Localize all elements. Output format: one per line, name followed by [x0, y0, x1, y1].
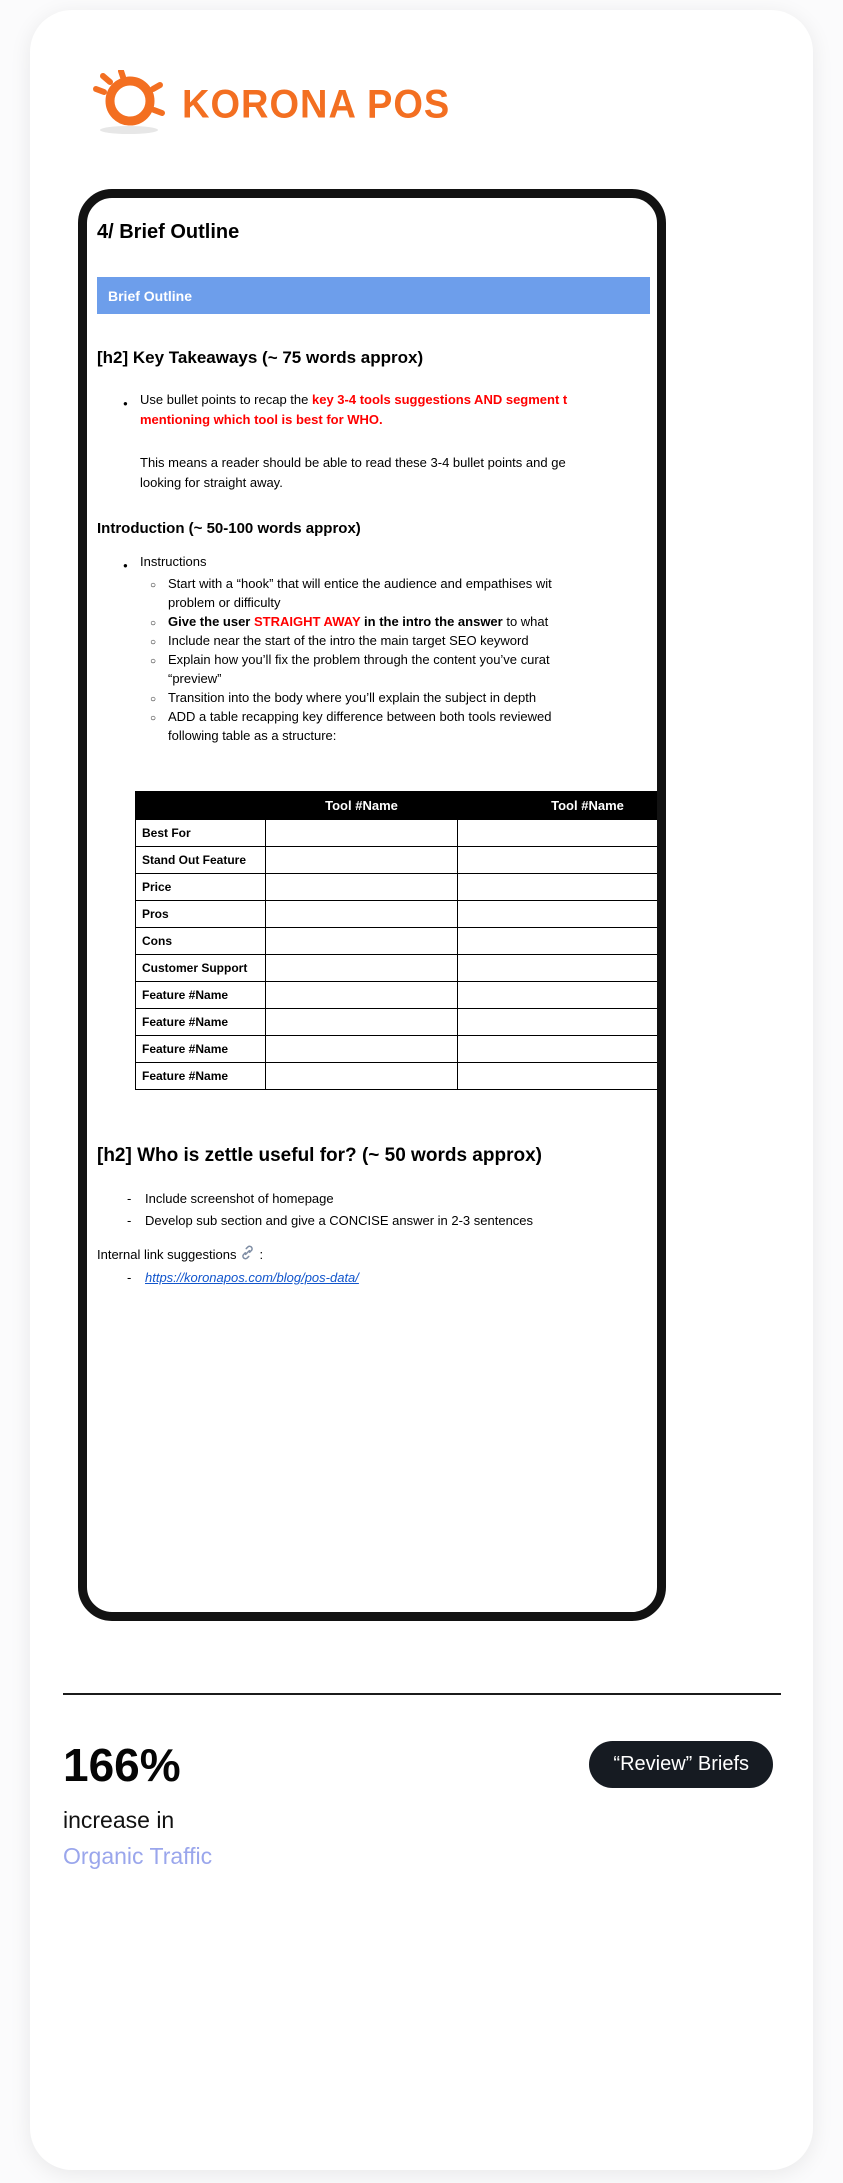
list-item — [87, 612, 657, 631]
bullet-line-1 — [140, 390, 657, 410]
bullet-red-text: key 3-4 tools suggestions AND segment t — [312, 392, 568, 407]
paragraph-line: looking for straight away. — [140, 475, 283, 490]
empty-cell — [266, 901, 458, 928]
brief-outline-banner — [97, 277, 650, 314]
stats-row — [63, 1739, 773, 1792]
table-row — [136, 1063, 658, 1090]
key-takeaways-heading: [h2] Key Takeaways (~ 75 words approx) — [97, 348, 424, 367]
normal-text: to what — [502, 614, 549, 629]
row-label: Best For — [136, 820, 266, 847]
introduction-heading: Introduction (~ 50-100 words approx) — [97, 520, 361, 537]
list-item — [87, 1210, 657, 1232]
empty-cell — [458, 901, 658, 928]
list-item — [87, 1188, 657, 1210]
key-takeaways-bullet — [87, 390, 657, 430]
paragraph-line: This means a reader should be able to read these 3-4 bullet points and ge — [140, 455, 566, 470]
instructions-bullet — [87, 552, 657, 571]
empty-cell — [266, 847, 458, 874]
list-item — [87, 650, 657, 688]
divider — [63, 1693, 781, 1695]
row-label: Feature #Name — [136, 1063, 266, 1090]
internal-link-label: Internal link suggestions — [97, 1246, 237, 1262]
key-takeaways-paragraph — [140, 453, 657, 493]
stat-caption-increase: increase in — [63, 1806, 175, 1833]
internal-link-item — [87, 1268, 657, 1288]
stat-percent: 166% — [63, 1739, 181, 1791]
row-label: Cons — [136, 928, 266, 955]
empty-cell — [266, 1063, 458, 1090]
bullet-line-2: mentioning which tool is best for WHO. — [140, 412, 383, 427]
table-corner-cell — [136, 792, 266, 820]
list-item-line: ○ Explain how you’ll fix the problem through the content you’ve curat — [168, 652, 550, 667]
list-item — [87, 707, 657, 745]
row-label: Pros — [136, 901, 266, 928]
doc-title: 4/ Brief Outline — [97, 221, 240, 243]
internal-link[interactable]: https://koronapos.com/blog/pos-data/ — [145, 1270, 359, 1285]
who-list — [87, 1188, 657, 1232]
brief-document-frame — [78, 189, 666, 1621]
brief-document — [87, 198, 657, 1612]
list-item-line: ○ Transition into the body where you’ll explain the subject in depth — [168, 690, 537, 705]
list-item-line: problem or difficulty — [168, 595, 281, 610]
instructions-label: ● Instructions — [140, 554, 207, 569]
brand-name: KORONA POS — [182, 82, 451, 128]
empty-cell — [458, 820, 658, 847]
table-header-tool-2: Tool #Name — [458, 792, 658, 820]
table-row — [136, 1009, 658, 1036]
link-icon — [240, 1245, 255, 1263]
row-label: Feature #Name — [136, 1009, 266, 1036]
empty-cell — [458, 928, 658, 955]
empty-cell — [458, 955, 658, 982]
row-label: Feature #Name — [136, 982, 266, 1009]
empty-cell — [458, 1036, 658, 1063]
red-bold-text: STRAIGHT AWAY — [253, 614, 361, 629]
empty-cell — [266, 874, 458, 901]
table-row — [136, 820, 658, 847]
row-label: Feature #Name — [136, 1036, 266, 1063]
table-row — [136, 928, 658, 955]
bold-text: in the intro the answer — [360, 614, 503, 629]
colon-text: : — [259, 1246, 264, 1262]
list-item-line: ○ Start with a “hook” that will entice the audience and empathises wit — [168, 576, 552, 591]
empty-cell — [458, 1063, 658, 1090]
brand-header — [30, 10, 813, 141]
list-item — [87, 688, 657, 707]
table-row — [136, 874, 658, 901]
list-item-line: ○ ADD a table recapping key difference between both tools reviewed — [168, 709, 552, 724]
empty-cell — [458, 982, 658, 1009]
list-item-line — [168, 612, 657, 631]
bullet-normal-text: Use bullet points to recap the — [140, 392, 312, 407]
list-item-line: - Develop sub section and give a CONCISE answer in 2-3 sentences — [145, 1213, 534, 1228]
list-item — [87, 574, 657, 612]
table-header-row — [136, 792, 658, 820]
list-item — [87, 631, 657, 650]
instructions-sub-list — [87, 574, 657, 745]
review-briefs-badge[interactable]: “Review” Briefs — [589, 1741, 773, 1788]
case-study-card — [30, 10, 813, 2170]
bold-text: Give the user — [168, 614, 254, 629]
table-row — [136, 901, 658, 928]
table-header-tool-1: Tool #Name — [266, 792, 458, 820]
empty-cell — [458, 847, 658, 874]
splash-flame-icon — [92, 70, 168, 141]
empty-cell — [458, 874, 658, 901]
empty-cell — [266, 820, 458, 847]
empty-cell — [266, 982, 458, 1009]
internal-link-label-row — [97, 1245, 657, 1263]
empty-cell — [266, 1009, 458, 1036]
row-label: Price — [136, 874, 266, 901]
table-row — [136, 847, 658, 874]
table-row — [136, 955, 658, 982]
list-item-line: following table as a structure: — [168, 728, 337, 743]
empty-cell — [266, 928, 458, 955]
empty-cell — [266, 955, 458, 982]
list-item-line: - Include screenshot of homepage — [145, 1191, 334, 1206]
comparison-table — [135, 791, 657, 1090]
banner-label: Brief Outline — [108, 287, 193, 304]
list-item-line: “preview” — [168, 671, 222, 686]
stat-caption-organic-traffic: Organic Traffic — [63, 1842, 213, 1869]
row-label: Customer Support — [136, 955, 266, 982]
table-row — [136, 1036, 658, 1063]
who-heading: [h2] Who is zettle useful for? (~ 50 words approx) — [97, 1145, 542, 1166]
row-label: Stand Out Feature — [136, 847, 266, 874]
list-item-line: ○ Include near the start of the intro the main target SEO keyword — [168, 633, 529, 648]
empty-cell — [266, 1036, 458, 1063]
table-row — [136, 982, 658, 1009]
empty-cell — [458, 1009, 658, 1036]
